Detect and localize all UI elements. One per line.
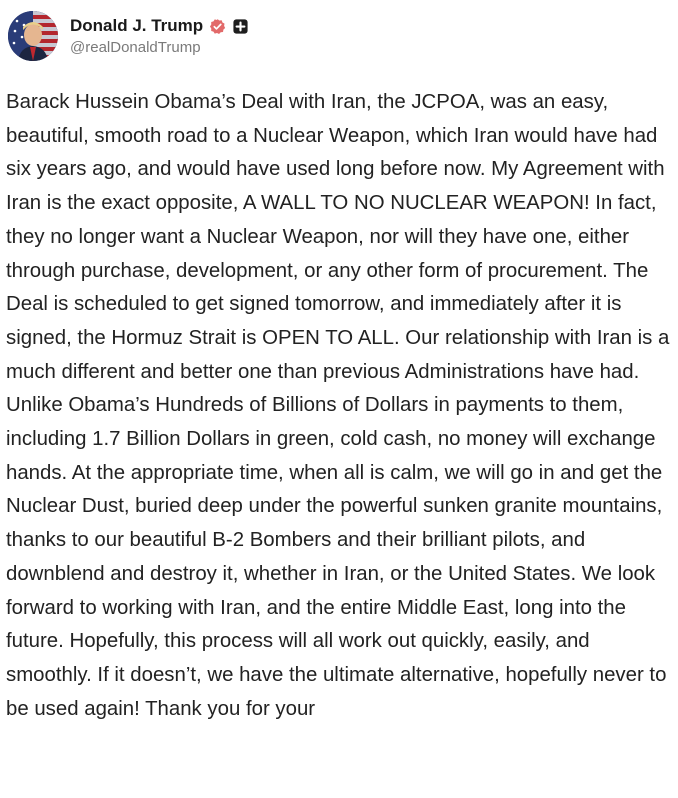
avatar[interactable] <box>8 11 58 61</box>
name-row <box>70 16 249 36</box>
post-body-text: Barack Hussein Obama’s Deal with Iran, the JCPOA, was an easy, beautiful, smooth road to a Nuclear Weapon, which Iran would have had six years ago, and would have used long before now. My Agreement with Iran is the exact opposite, A WALL TO NO NUCLEAR WEAPON! In fact, they no longer want a Nuclear Weapon, nor will they have one, either through purchase, development, or any other form of procurement. The Deal is scheduled to get signed tomorrow, and immediately after it is signed, the Hormuz Strait is OPEN TO ALL. Our relationship with Iran is a much different and better one than previous Administrations have had. Unlike Obama’s Hundreds of Billions of Dollars in payments to them, including 1.7 Billion Dollars in green, cold cash, no money will exchange hands. At the appropriate time, when all is calm, we will go in and get the Nuclear Dust, buried deep under the powerful sunken granite mountains, thanks to our beautiful B-2 Bombers and their brilliant pilots, and downblend and destroy it, whether in Iran, or the United States. We look forward to working with Iran, and the entire Middle East, long into the future. Hopefully, this process will all work out quickly, easily, and smoothly. If it doesn’t, we have the ultimate alternative, hopefully never to be used again! Thank you for your <box>6 91 670 720</box>
verified-badge-icon <box>209 18 226 35</box>
handle[interactable]: @realDonaldTrump <box>70 39 201 56</box>
display-name[interactable]: Donald J. Trump <box>70 16 204 35</box>
post-header <box>8 6 249 66</box>
plus-square-icon[interactable] <box>232 18 249 35</box>
avatar-image <box>8 11 58 61</box>
author-block <box>70 16 249 56</box>
